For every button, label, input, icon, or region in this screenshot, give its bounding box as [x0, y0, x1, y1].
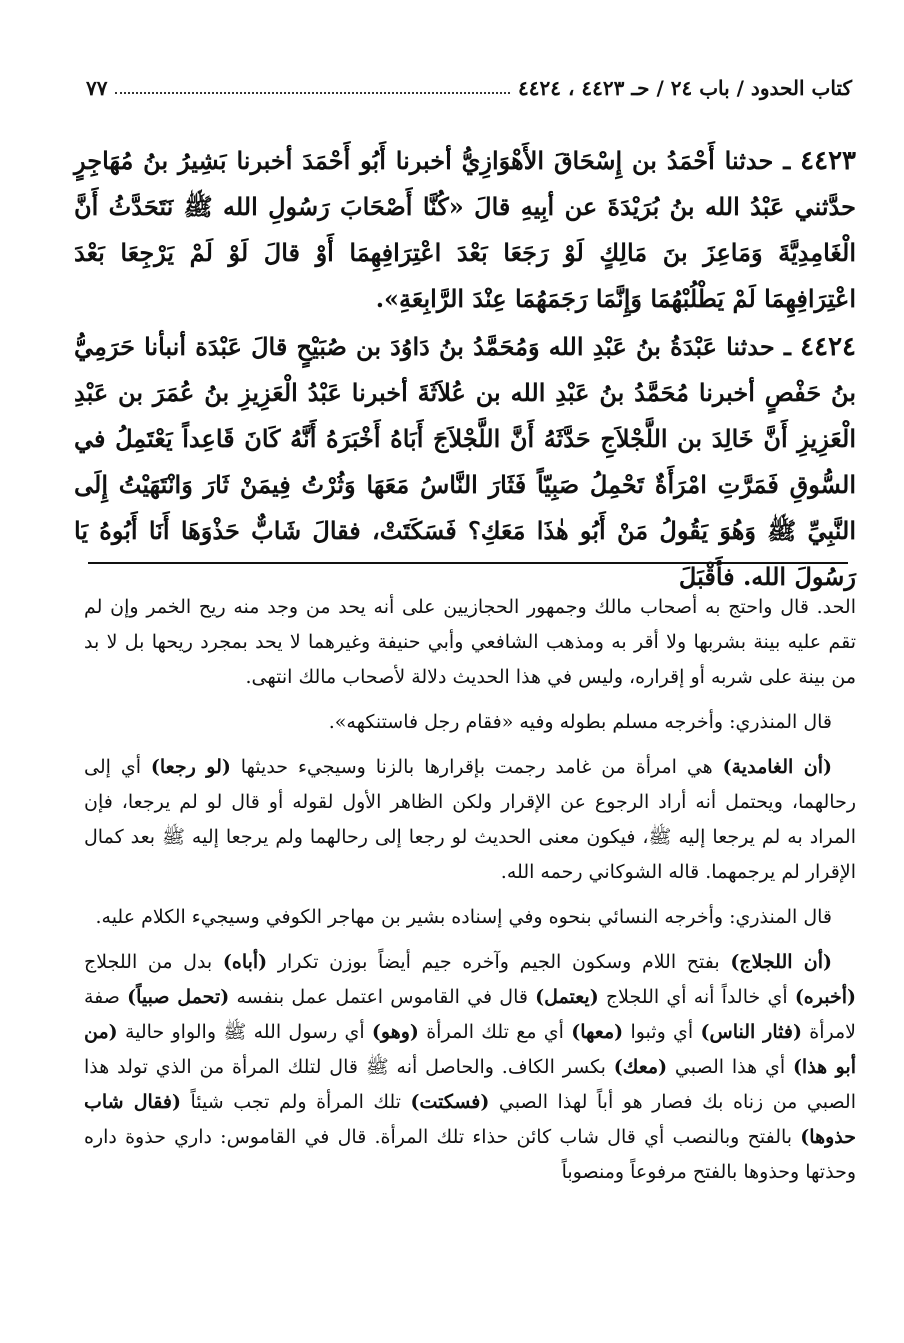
commentary-term: (وهو) — [371, 1021, 419, 1043]
commentary-paragraph — [84, 590, 856, 695]
hadith-number: ٤٤٢٤ — [800, 332, 857, 362]
commentary-term: (معك) — [613, 1056, 668, 1078]
hadith-4423 — [74, 138, 856, 322]
commentary-text: بدل من اللجلاج — [84, 951, 223, 973]
hadith-dash: ـ — [773, 146, 791, 175]
commentary-text: بالفتح وبالنصب أي قال شاب كائن حذاء تلك المرأة. قال في القاموس: داري حذوة داره وحذتها وحذوها بالفتح مرفوعاً ومنصوباً — [84, 1126, 856, 1183]
commentary-term: (معها) — [571, 1021, 624, 1043]
commentary-term: (أن اللجلاج) — [730, 951, 832, 973]
hadith-text: حدثنا عَبْدَةُ بنُ عَبْدِ الله وَمُحَمَّدُ بنُ دَاوُدَ بن صُبَيْحٍ قالَ عَبْدَة أنبأنا حَرَمِيُّ بنُ حَفْصٍ أخبرنا مُحَمَّدُ بنُ عَبْدِ الله بن عُلاَثَةَ أخبرنا عَبْدُ الْعَزِيزِ بنُ عُمَرَ بن عَبْدِ الْعَزِيزِ أَنَّ خَالِدَ بن اللَّجْلاَجِ حَدَّثَهُ أَنَّ اللَّجْلاَجَ أَبَاهُ أَخْبَرَهُ أَنَّهُ كَانَ قَاعِداً يَعْتَمِلُ في السُّوقِ فَمَرَّتِ امْرَأَةٌ تَحْمِلُ صَبِيّاً فَثَارَ النَّاسُ مَعَهَا وَثُرْتُ فِيمَنْ ثَارَ وَانْتَهَيْتُ إِلَى النَّبِيِّ ﷺ وَهُوَ يَقُولُ مَنْ أَبُو هٰذَا مَعَكِ؟ فَسَكَتَتْ، فقالَ شَابٌّ حَذْوَهَا أَنَا أَبُوهُ يَا رَسُولَ الله. فأَقْبَلَ — [74, 332, 857, 591]
header-dotted-leader — [115, 80, 510, 94]
commentary-term: (لو رجعا) — [150, 756, 231, 778]
footnote-separator-rule — [88, 562, 848, 564]
commentary-term: (فثار الناس) — [700, 1021, 802, 1043]
commentary-paragraph — [84, 900, 856, 935]
commentary-text: صفة لامرأة — [84, 986, 856, 1043]
commentary-term: (فسكتت) — [410, 1091, 490, 1113]
commentary-text: بكسر الكاف. والحاصل أنه ﷺ قال لتلك المرأة من الذي تولد هذا الصبي من زناه بك فصار هو أباً لهذا الصبي — [84, 1056, 856, 1113]
hadith-4424 — [74, 324, 856, 600]
commentary-text: تلك المرأة ولم تجب شيئاً — [180, 1091, 411, 1113]
commentary-term: (من أبو هذا) — [84, 1021, 856, 1078]
commentary-paragraph — [84, 750, 856, 890]
commentary-term: (يعتمل) — [535, 986, 599, 1008]
commentary-text: أي وثبوا — [623, 1021, 701, 1043]
commentary-text: أي رسول الله ﷺ والواو حالية — [117, 1021, 372, 1043]
commentary-text: بفتح اللام وسكون الجيم وآخره جيم أيضاً بوزن تكرار — [267, 951, 731, 973]
header-title: كتاب الحدود / باب ٢٤ / حـ ٤٤٢٣ ، ٤٤٢٤ — [518, 76, 852, 100]
commentary-paragraph — [84, 705, 856, 740]
page-number: ٧٧ — [86, 76, 108, 100]
commentary-term: (أن الغامدية) — [722, 756, 832, 778]
commentary-text: قال المنذري: وأخرجه النسائي بنحوه وفي إسناده بشير بن مهاجر الكوفي وسيجيء الكلام عليه. — [95, 906, 832, 928]
commentary-text: قال المنذري: وأخرجه مسلم بطوله وفيه «فقام رجل فاستنكهه». — [328, 711, 832, 733]
commentary-text: قال في القاموس اعتمل عمل بنفسه — [229, 986, 536, 1008]
commentary-term: (أباه) — [222, 951, 268, 973]
commentary-term: (تحمل صبياً) — [127, 986, 230, 1008]
running-header — [86, 72, 852, 104]
commentary-text: أي مع تلك المرأة — [418, 1021, 572, 1043]
commentary-term: (أخبره) — [794, 986, 856, 1008]
commentary-text: هي امرأة من غامد رجمت بإقرارها بالزنا وسيجيء حديثها — [230, 756, 723, 778]
hadith-text: حدثنا أَحْمَدُ بن إِسْحَاقَ الأَهْوَازِيُّ أخبرنا أَبُو أَحْمَدَ أخبرنا بَشِيرُ بنُ مُهَاجِرٍ حدَّثني عَبْدُ الله بنُ بُرَيْدَةَ عن أبِيهِ قالَ «كُنَّا أَصْحَابَ رَسُولِ الله ﷺ نَتَحَدَّثُ أَنَّ الْغَامِدِيَّةَ وَمَاعِزَ بنَ مَالِكٍ لَوْ رَجَعَا بَعْدَ اعْتِرَافِهِمَا أَوْ قالَ لَوْ لَمْ يَرْجِعَا بَعْدَ اعْتِرَافِهِمَا لَمْ يَطْلُبْهُمَا وَإِنَّمَا رَجَمَهُمَا عِنْدَ الرَّابِعَةِ». — [74, 146, 856, 313]
commentary-term: (فقال شاب حذوها) — [84, 1091, 856, 1148]
commentary-text: أي هذا الصبي — [667, 1056, 793, 1078]
hadith-number: ٤٤٢٣ — [800, 146, 856, 176]
commentary-text: أي خالداً أنه أي اللجلاج — [598, 986, 795, 1008]
hadith-dash: ـ — [774, 332, 791, 361]
commentary-paragraph — [84, 945, 856, 1190]
commentary-notes — [84, 590, 856, 1200]
commentary-text: أي إلى رحالهما، ويحتمل أنه أراد الرجوع عن الإقرار ولكن الظاهر الأول لقوله أو قال لو لم يرجعا، فإن المراد به لم يرجعا إليه ﷺ، فيكون معنى الحديث لو رجعا إلى رحالهما ولم يرجعا إليه ﷺ بعد كمال الإقرار لم يرجمهما. قاله الشوكاني رحمه الله. — [84, 756, 856, 883]
commentary-text: الحد. قال واحتج به أصحاب مالك وجمهور الحجازيين على أنه يحد من وجد منه ريح الخمر وإن لم تقم عليه بينة بشربها ولا أقر به ومذهب الشافعي وأبي حنيفة وغيرهما لا يحد بمجرد ريحها بل لا بد من بينة على شربه أو إقراره، وليس في هذا الحديث دلالة لأصحاب مالك انتهى. — [84, 596, 856, 688]
